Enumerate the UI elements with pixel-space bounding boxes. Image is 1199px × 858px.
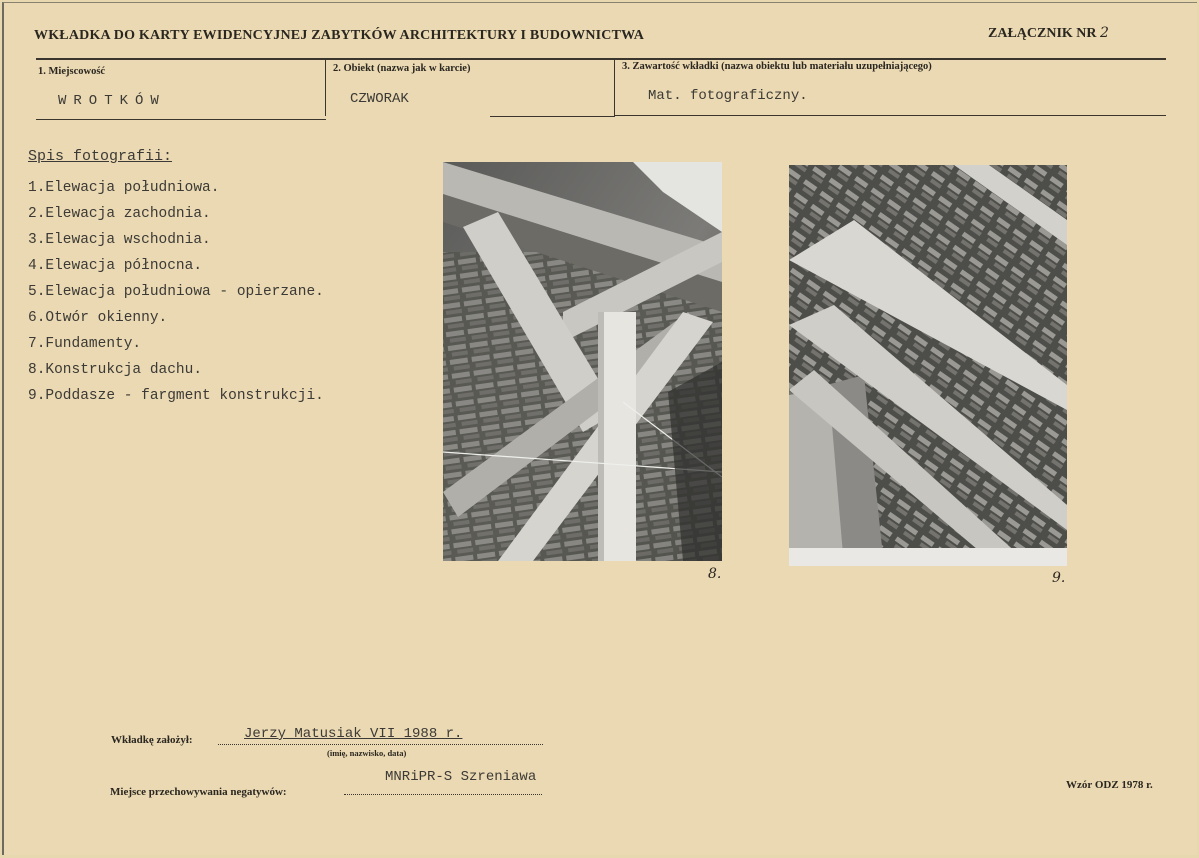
photo-roof-structure [443,162,722,561]
list-item: 2.Elewacja zachodnia. [28,206,211,222]
annex-label: ZAŁĄCZNIK NR [988,26,1097,41]
list-item: 7.Fundamenty. [28,336,142,352]
contents-value: Mat. fotograficzny. [648,88,808,104]
locality-label: 1. Miejscowość [38,66,106,77]
object-value: CZWORAK [350,91,409,107]
card-title: WKŁADKA DO KARTY EWIDENCYJNEJ ZABYTKÓW ARCHITEKTURY I BUDOWNICTWA [34,28,645,43]
field-underline-2 [490,116,615,117]
form-code: Wzór ODZ 1978 r. [1066,779,1153,791]
annex-number: 2 [1100,25,1109,41]
list-item: 1.Elewacja południowa. [28,180,220,196]
photo-list [28,178,324,412]
list-item: 6.Otwór okienny. [28,310,168,326]
photo-list-title: Spis fotografii: [28,148,173,165]
list-item: 9.Poddasze - fargment konstrukcji. [28,388,324,404]
annex-label-group [988,25,1109,42]
object-label: 2. Obiekt (nazwa jak w karcie) [333,63,471,74]
founder-line [218,744,543,745]
photo-attic-fragment [789,165,1067,566]
founder-hint: (imię, nazwisko, data) [327,748,407,758]
founder-value: Jerzy Matusiak VII 1988 r. [244,726,463,742]
locality-value: WROTKÓW [58,93,166,109]
storage-line [344,794,542,795]
field-underline-1 [36,119,326,120]
storage-label: Miejsce przechowywania negatywów: [110,786,287,798]
list-item: 4.Elewacja północna. [28,258,203,274]
list-item: 3.Elewacja wschodnia. [28,232,211,248]
field-divider-2 [614,60,615,116]
list-item: 8.Konstrukcja dachu. [28,362,203,378]
field-divider-1 [325,60,326,116]
storage-value: MNRiPR-S Szreniawa [385,769,537,785]
founder-label: Wkładkę założył: [111,734,193,746]
list-item: 5.Elewacja południowa - opierzane. [28,284,324,300]
header-rule [36,58,1166,60]
photo-number-8: 8. [708,566,722,582]
contents-label: 3. Zawartość wkładki (nazwa obiektu lub materiału uzupełniającego) [622,61,932,72]
field-underline-3 [614,115,1166,116]
photo-number-9: 9. [1052,570,1066,586]
